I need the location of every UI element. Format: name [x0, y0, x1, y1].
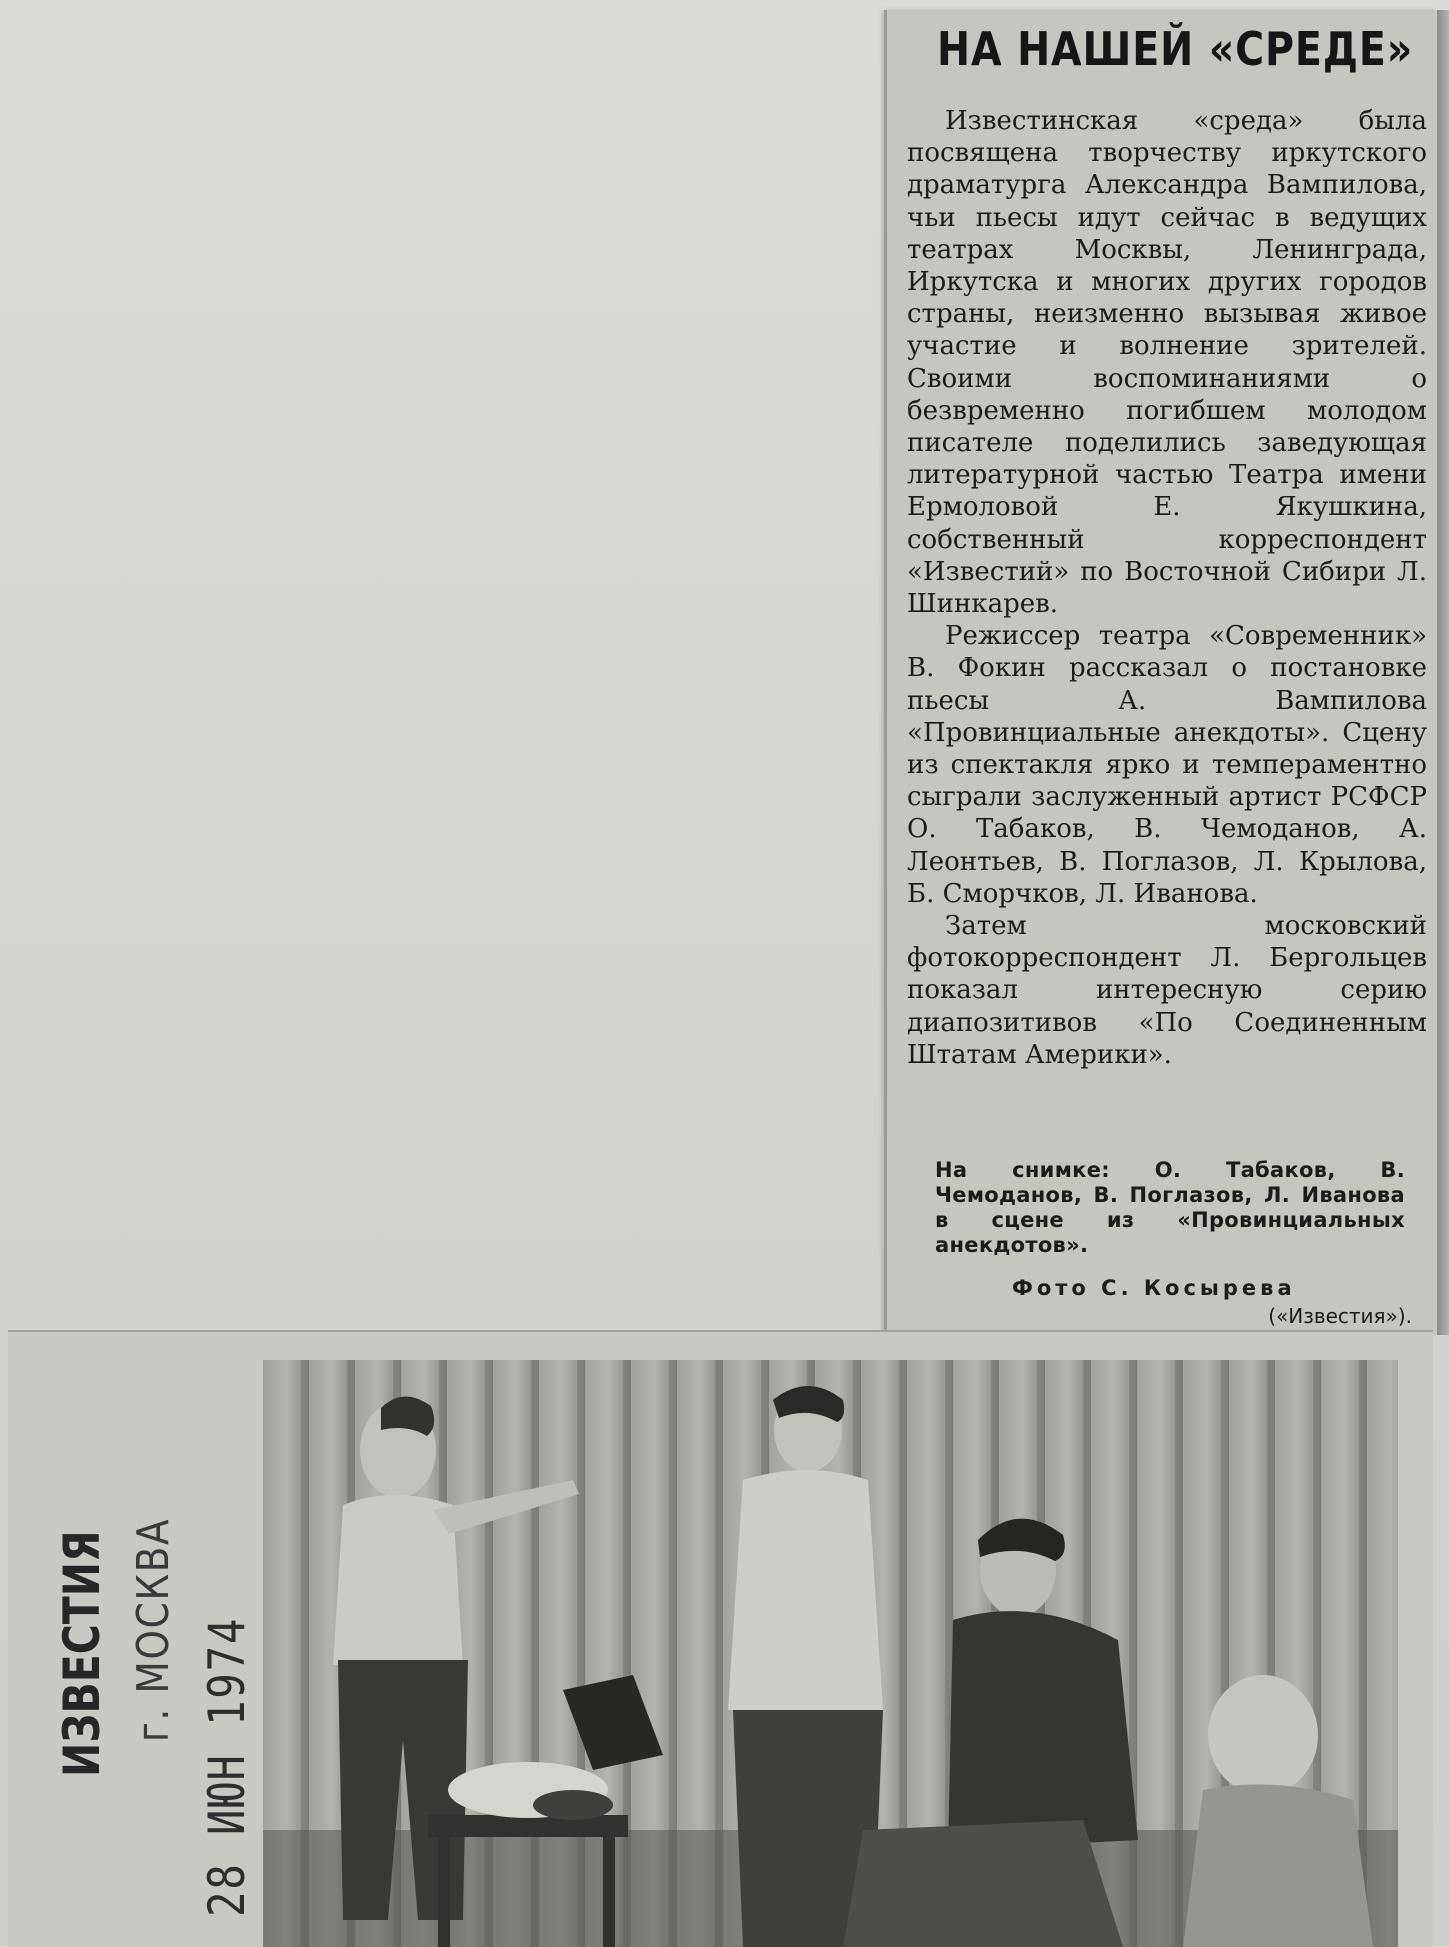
stage-photo-image: [263, 1360, 1398, 1947]
photo-clipping: [8, 1330, 1433, 1947]
clipping-edge: [1437, 10, 1449, 1335]
stamp-date: 28 ИЮН 1974: [198, 1616, 256, 1917]
stage-photo: [263, 1360, 1398, 1947]
article-paragraph-1: Известинская «среда» была посвящена творчеству иркутского драматурга Александра Вампилова, чьи пьесы идут сейчас в ведущих театрах Москвы, Ленинграда, Иркутска и многих других городов страны, неизменно вызывая живое участие и волнение зрителей. Своими воспоминаниями о безвременно погибшем молодом писателе поделились заведующая литературной частью Театра имени Ермоловой Е. Якушкина, собственный корреспондент «Известий» по Восточной Сибири Л. Шинкарев.: [907, 106, 1427, 620]
article-clipping: [884, 10, 1437, 1335]
photo-source: («Известия»).: [1268, 1304, 1412, 1328]
photo-caption: На снимке: О. Табаков, В. Чемоданов, В. Поглазов, Л. Иванова в сцене из «Провинциальных анекдотов».: [935, 1158, 1405, 1257]
article-body: [907, 105, 1427, 1071]
date-stamp: [33, 1372, 263, 1932]
photo-credit: Фото С. Косырева: [1012, 1276, 1296, 1300]
stamp-newspaper: ИЗВЕСТИЯ: [53, 1530, 111, 1777]
article-paragraph-3: Затем московский фотокорреспондент Л. Бергольцев показал интересную серию диапозитивов «По Соединенным Штатам Америки».: [907, 911, 1427, 1070]
article-headline: НА НАШЕЙ «СРЕДЕ»: [937, 22, 1414, 76]
stamp-city: г. МОСКВА: [128, 1517, 179, 1742]
article-paragraph-2: Режиссер театра «Современник» В. Фокин рассказал о постановке пьесы А. Вампилова «Провинциальные анекдоты». Сцену из спектакля ярко и темпераментно сыграли заслуженный артист РСФСР О. Табаков, В. Чемоданов, А. Леонтьев, В. Поглазов, Л. Крылова, Б. Сморчков, Л. Иванова.: [907, 621, 1427, 909]
